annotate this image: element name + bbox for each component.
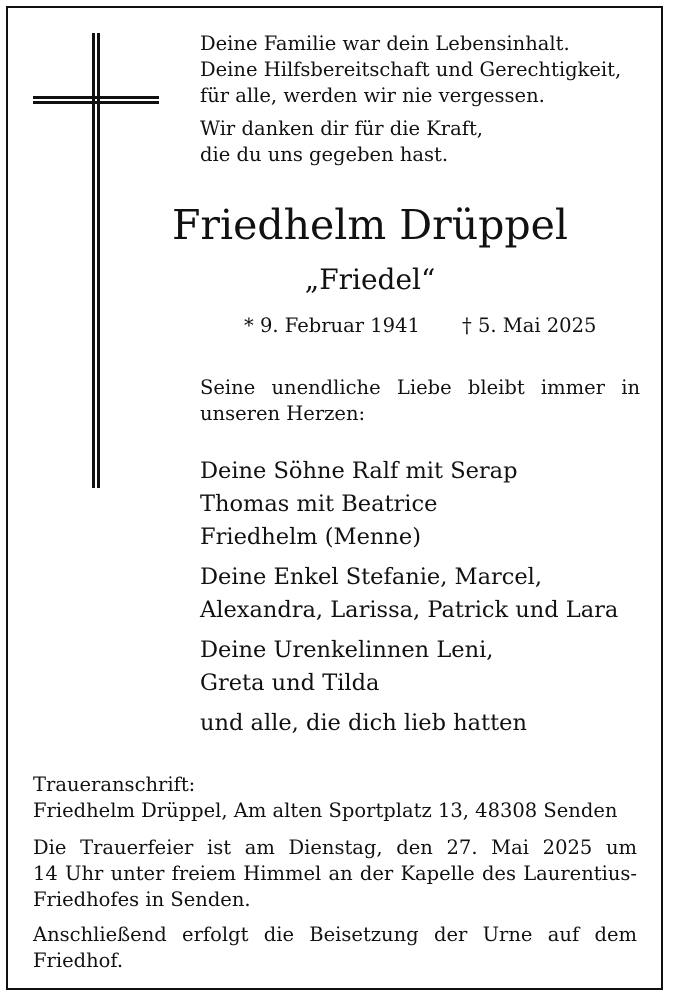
verse-line: Wir danken dir für die Kraft, — [200, 117, 483, 140]
death-date: † 5. Mai 2025 — [462, 314, 597, 337]
mourners-closing — [200, 707, 527, 740]
verse-line: Deine Hilfsbereitschaft und Gerechtigkeit, — [200, 58, 622, 81]
mourners-great-grandchildren — [200, 634, 493, 700]
birth-date: * 9. Februar 1941 — [244, 314, 420, 337]
ceremony-line: 14 Uhr unter freiem Himmel an der Kapelle des Laurentius- — [33, 862, 637, 885]
mourner-line: Deine Enkel Stefanie, Marcel, — [200, 564, 543, 590]
mourner-line: Friedhelm (Menne) — [200, 524, 421, 550]
message-line: Seine unendliche Liebe bleibt immer in — [200, 376, 640, 399]
love-message — [200, 375, 640, 427]
verse-line: Deine Familie war dein Lebensinhalt. — [200, 32, 570, 55]
address-text: Friedhelm Drüppel, Am alten Sportplatz 13, 48308 Senden — [33, 799, 618, 822]
verse-part-1 — [200, 31, 621, 109]
address-label: Traueranschrift: — [33, 773, 196, 796]
mourners-grandchildren — [200, 561, 618, 627]
burial-line: Friedhof. — [33, 949, 124, 972]
mourner-line: Deine Urenkelinnen Leni, — [200, 637, 494, 663]
ceremony-line: Die Trauerfeier ist am Dienstag, den 27. Mai 2025 um — [33, 836, 637, 859]
mourner-line: Greta und Tilda — [200, 670, 380, 696]
address-block — [33, 772, 637, 824]
deceased-name: Friedhelm Drüppel — [171, 201, 569, 249]
burial-block — [33, 922, 637, 974]
ceremony-block — [33, 835, 637, 913]
mourner-line: Alexandra, Larissa, Patrick und Lara — [200, 597, 619, 623]
deceased-nickname: „Friedel“ — [304, 263, 436, 296]
mourner-line: und alle, die dich lieb hatten — [200, 710, 527, 736]
mourners-sons — [200, 455, 518, 554]
message-line: unseren Herzen: — [200, 402, 366, 425]
mourner-line: Thomas mit Beatrice — [200, 491, 438, 517]
burial-line: Anschließend erfolgt die Beisetzung der Urne auf dem — [33, 923, 637, 946]
verse-line: für alle, werden wir nie vergessen. — [200, 84, 545, 107]
verse-part-2 — [200, 116, 483, 168]
mourner-line: Deine Söhne Ralf mit Serap — [200, 458, 518, 484]
verse-line: die du uns gegeben hast. — [200, 143, 449, 166]
ceremony-line: Friedhofes in Senden. — [33, 888, 251, 911]
